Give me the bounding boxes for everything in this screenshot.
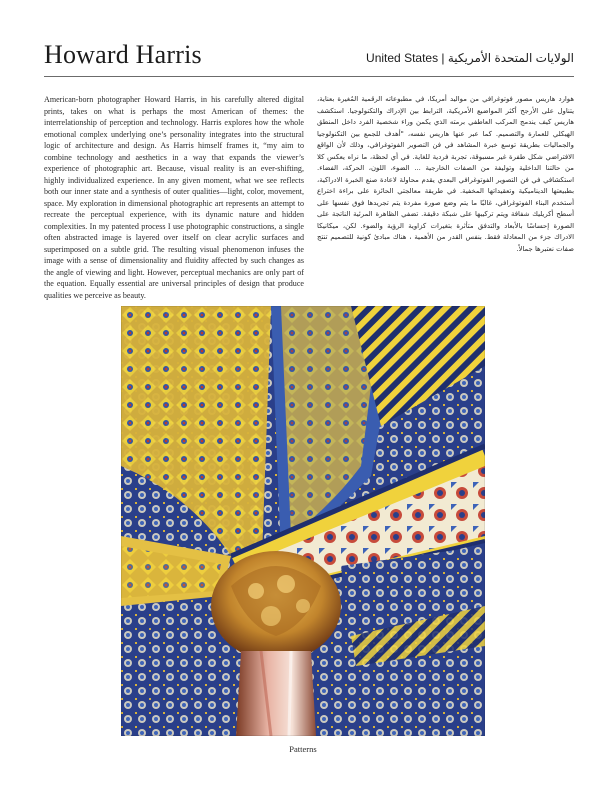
body-text-arabic: هوارد هاريس مصور فوتوغرافي من مواليد أمريكا، في مطبوعاته الرقمية المُغيرة بعناية، يتناول على الأرجح أكثر المواضيع الأمريكية، الترابط بين الإدراك والتكنولوجيا. استكشف هاريس كيف يندمج المركب العاطفي برمته الذي يكمن وراء شخصية الفرد داخل المنطق الهيكلي للعمارة والتصميم. كما عبر عنها هاريس نفسه، "أهدف للجمع بين التكنولوجيا والجماليات بطريقة توسع خبرة المشاهد في فن التصوير الفوتوغرافي، وذلك لأن الواقع الافتراضي شكل طفرة غير مسبوقة، تجربة فردية للغاية. في أي لحظة، ما نراه يعكس كلا من حالتنا الداخلية وتوليفة من الصفات الخارجية ... الضوء، اللون، الحركة، الفضاء. استكشافي في فن التصوير الفوتوغرافي البعدي يقدم محاولة لاعادة صنع الخبرة الادراكية، بطبيعتها الديناميكية وتعقيداتها المخفية. في طريقة معالجتي الحائزة على براءة اختراع أستخدم البناء الفوتوغرافي، غالبًا ما يتم وضع صورة مفردة يتم تجريدها فوق نفسها على أسطح أكريليك شفافة ويتم تركيبها على شبكة دقيقة. تضفي الظاهرة المرئية الناتجة على الصورة إحساسًا بالأبعاد والتدفق متأثرة بتغيرات كزاوية الرؤية والضوء. لكن، ميكانيكا الادراك جزء من المعادلة فقط. بنفس القدر من الأهمية ، هناك مبادئ كونية للتصميم تنتج صفات نعتبرها جمالاً. — [317, 95, 574, 253]
body-text-english: American-born photographer Howard Harris, in his carefully altered digital prints, takes on what is perhaps the most American of themes: the interrelationship of perception and technology. Harris explores how the whole emotional complex underlying one’s personality integrates into the structural logic of architecture and design. As Harris himself frames it, “my aim to combine technology and aesthetics in a way that expands the viewer’s experience of photographic art. Because, visual reality is an ever-shifting, highly individualized experience. In any given moment, what we see reflects both our inner state and a synthesis of outer qualities—light, color, movement, space. My exploration in dimensional photographic art represents an attempt to recreate the perceptual experience, with its dynamic nature and hidden complexities. In my patented process I use photographic constructions, a single often abstracted image is layered over itself on clear acrylic surfaces and superimposed on a subtle grid. The resulting visual phenomenon infuses the image with a sense of dimensionality and fluidity affected by such changes as the angle of viewing and light. However, perceptual mechanics are only part of the equation. Equally essential are universal principles of design that produce qualities we perceive as beauty. — [44, 95, 304, 300]
artwork-image — [121, 306, 485, 736]
artwork-caption: Patterns — [289, 744, 317, 754]
country-label: United States | الولايات المتحدة الأمريكية — [366, 51, 574, 65]
header-divider — [44, 76, 574, 77]
page-header — [44, 40, 574, 78]
mosaic-artwork — [121, 306, 485, 736]
page-title: Howard Harris — [44, 40, 202, 69]
